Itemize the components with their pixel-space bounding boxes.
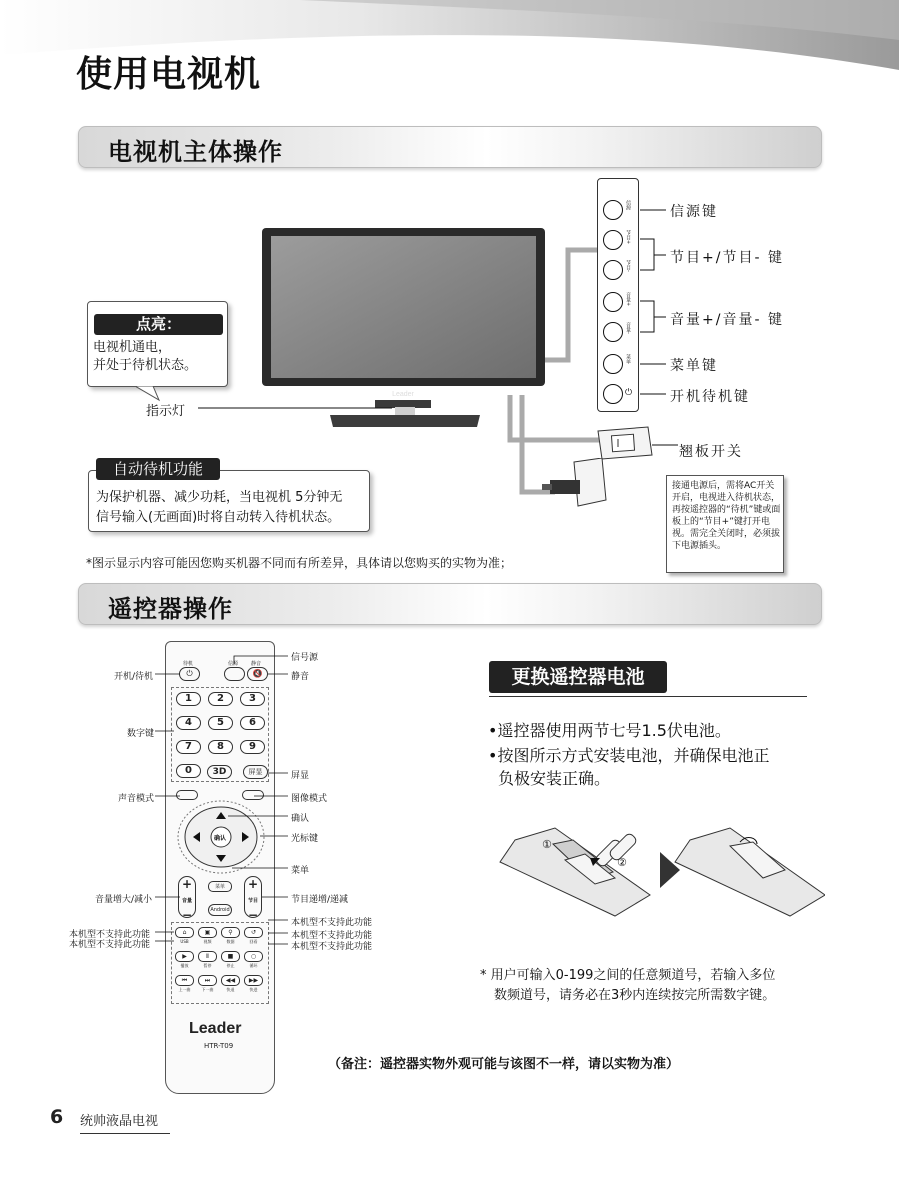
remote-media-label: 循环 <box>249 963 258 968</box>
label-volume-keys: 音量+/音量- 键 <box>670 312 784 328</box>
panel-button-source[interactable] <box>603 200 623 220</box>
auto-standby-text-1: 为保护机器、减少功耗，当电视机 5分钟无 <box>96 490 343 505</box>
remote-digit-3[interactable]: 3 <box>240 692 265 706</box>
remote-label-unsupported-l1: 本机型不支持此功能 <box>69 930 151 940</box>
remote-label-cursor: 光标键 <box>291 834 319 844</box>
remote-media-next-button[interactable]: ⏭ <box>198 975 217 986</box>
remote-media-label: 暂停 <box>203 963 212 968</box>
panel-label-menu: 菜单 <box>625 354 631 364</box>
remote-volume-rocker[interactable]: + 音量 − <box>178 876 196 918</box>
remote-media-label: 播放 <box>180 963 189 968</box>
battery-install-illustration <box>495 820 825 920</box>
remote-media-label: 数据 <box>226 939 235 944</box>
remote-media-rec-button[interactable]: ▶ <box>175 951 194 962</box>
power-icon: ⏻ <box>625 388 633 398</box>
remote-media-home-button[interactable]: ⌂ <box>175 927 194 938</box>
remote-media-rew-button[interactable]: ◀◀ <box>221 975 240 986</box>
remote-digit-4[interactable]: 4 <box>176 716 201 730</box>
power-plug-icon <box>540 458 610 510</box>
panel-label-source: 信源 <box>625 200 631 210</box>
remote-label-ok: 确认 <box>291 814 310 824</box>
remote-media-search-button[interactable]: ⚲ <box>221 927 240 938</box>
remote-media-label: 停止 <box>226 963 235 968</box>
remote-digit-8[interactable]: 8 <box>208 740 233 754</box>
remote-label-picture-mode: 图像模式 <box>291 794 328 804</box>
remote-label-unsupported-r3: 本机型不支持此功能 <box>291 942 373 952</box>
remote-label-source: 信号源 <box>291 653 319 663</box>
remote-label-display: 屏显 <box>291 771 310 781</box>
remote-media-prev-button[interactable]: ⏮ <box>175 975 194 986</box>
remote-label-channel: 节目递增/递减 <box>291 895 349 905</box>
panel-button-menu[interactable] <box>603 354 623 374</box>
label-rocker-switch: 翘板开关 <box>679 444 743 460</box>
remote-media-label: 快进 <box>249 987 258 992</box>
channel-note-line2: 数频道号，请务必在3秒内连续按完所需数字键。 <box>494 988 776 1003</box>
page-number: 6 <box>50 1106 64 1128</box>
remote-model: HTR-T09 <box>204 1042 234 1050</box>
rocker-leader-line <box>652 440 682 450</box>
panel-label-vol-up: 音量+ <box>625 292 631 307</box>
remote-digit-0[interactable]: 0 <box>176 764 201 778</box>
indicator-label: 指示灯 <box>146 404 186 419</box>
panel-label-ch-down: 节目- <box>625 260 631 272</box>
section-title-tv: 电视机主体操作 <box>108 138 283 166</box>
battery-section-tag: 更换遥控器电池 <box>489 661 667 693</box>
battery-step-2: ② <box>617 856 627 869</box>
remote-label-unsupported-r2: 本机型不支持此功能 <box>291 931 373 941</box>
remote-media-label: 上一曲 <box>178 987 191 992</box>
remote-media-pause-button[interactable]: Ⅱ <box>198 951 217 962</box>
power-note-text: 接通电源后，需将AC开关开启，电视进入待机状态，再按遥控器的“待机”键或面板上的“节目+”键打开电视。需完全关闭时，必须拔下电源插头。 <box>672 481 781 551</box>
remote-brand: Leader <box>189 1020 242 1037</box>
panel-label-vol-down: 音量- <box>625 322 631 334</box>
page-title: 使用电视机 <box>76 54 262 95</box>
remote-label-mute: 静音 <box>291 672 310 682</box>
remote-ok-label: 确认 <box>214 835 227 842</box>
remote-mute-button[interactable]: 🔇 <box>247 667 268 681</box>
remote-leader-lines <box>150 648 300 948</box>
remote-label-sound-mode: 声音模式 <box>118 794 155 804</box>
remote-media-label: 快退 <box>226 987 235 992</box>
remote-display-button[interactable]: 屏显 <box>243 765 268 779</box>
disclaimer-text: *图示显示内容可能因您购买机器不同而有所差异，具体请以您购买的实物为准； <box>86 556 513 570</box>
remote-media-pic-button[interactable]: ▣ <box>198 927 217 938</box>
remote-media-ff-button[interactable]: ▶▶ <box>244 975 263 986</box>
remote-media-label: USB <box>180 939 189 944</box>
remote-digit-9[interactable]: 9 <box>240 740 265 754</box>
channel-note-line1: * 用户可输入0-199之间的任意频道号，若输入多位 <box>480 968 776 983</box>
remote-label-menu: 菜单 <box>291 866 310 876</box>
panel-button-power[interactable] <box>603 384 623 404</box>
remote-mute-key-label: 静音 <box>251 661 262 667</box>
remote-digit-7[interactable]: 7 <box>176 740 201 754</box>
indicator-tag: 点亮： <box>94 314 223 335</box>
remote-digit-5[interactable]: 5 <box>208 716 233 730</box>
panel-label-ch-up: 节目+ <box>625 230 631 245</box>
auto-standby-tag: 自动待机功能 <box>96 458 220 480</box>
footer-brand: 统帅液晶电视 <box>80 1110 170 1134</box>
battery-bullet-1: •遥控器使用两节七号1.5伏电池。 <box>488 721 731 740</box>
battery-bullet-2-line2: 负极安装正确。 <box>498 769 611 788</box>
remote-label-volume: 音量增大/减小 <box>95 895 153 905</box>
remote-remark: （备注：遥控器实物外观可能与该图不一样，请以实物为准） <box>328 1057 680 1072</box>
remote-label-unsupported-r1: 本机型不支持此功能 <box>291 918 373 928</box>
indicator-text-2: 并处于待机状态。 <box>93 358 198 373</box>
label-source-key: 信源键 <box>670 204 718 220</box>
remote-media-label: 下一曲 <box>201 987 214 992</box>
panel-button-vol-down[interactable] <box>603 322 623 342</box>
remote-media-return-button[interactable]: ↺ <box>244 927 263 938</box>
remote-android-button[interactable]: Android <box>208 904 232 916</box>
section-title-remote: 遥控器操作 <box>108 595 233 623</box>
remote-channel-rocker[interactable]: + 节目 − <box>244 876 262 918</box>
remote-source-key-label: 信源 <box>228 661 239 667</box>
auto-standby-text-2: 信号输入(无画面)时将自动转入待机状态。 <box>96 510 341 525</box>
remote-vol-label: 音量 <box>181 898 192 904</box>
panel-leader-lines <box>638 195 678 410</box>
battery-step-1: ① <box>542 838 552 851</box>
remote-digit-2[interactable]: 2 <box>208 692 233 706</box>
indicator-leader-line <box>198 402 398 414</box>
remote-media-label: 视频 <box>203 939 212 944</box>
remote-label-power: 开机/待机 <box>114 672 154 682</box>
remote-digit-1[interactable]: 1 <box>176 692 201 706</box>
remote-media-label: 回看 <box>249 939 258 944</box>
remote-media-stop-button[interactable]: ■ <box>221 951 240 962</box>
remote-ch-label: 节目 <box>247 898 258 904</box>
label-channel-keys: 节目+/节目- 键 <box>670 250 784 266</box>
label-menu-key: 菜单键 <box>670 358 718 374</box>
panel-button-ch-up[interactable] <box>603 230 623 250</box>
remote-digit-6[interactable]: 6 <box>240 716 265 730</box>
remote-label-unsupported-l2: 本机型不支持此功能 <box>69 940 151 950</box>
indicator-text-1: 电视机通电， <box>93 340 172 355</box>
label-power-key: 开机待机键 <box>670 389 750 405</box>
svg-text:Leader: Leader <box>392 391 414 398</box>
remote-media-loop-button[interactable]: ○ <box>244 951 263 962</box>
remote-label-digits: 数字键 <box>127 729 155 739</box>
battery-bullet-2-line1: •按图所示方式安装电池，并确保电池正 <box>488 746 770 765</box>
remote-power-button[interactable]: ⏻ <box>179 667 200 681</box>
panel-button-vol-up[interactable] <box>603 292 623 312</box>
remote-3d-button[interactable]: 3D <box>207 765 232 779</box>
remote-menu-button[interactable]: 菜单 <box>208 881 232 892</box>
battery-section-rule <box>489 696 807 697</box>
remote-power-key-label: 待机 <box>183 661 194 667</box>
panel-button-ch-down[interactable] <box>603 260 623 280</box>
